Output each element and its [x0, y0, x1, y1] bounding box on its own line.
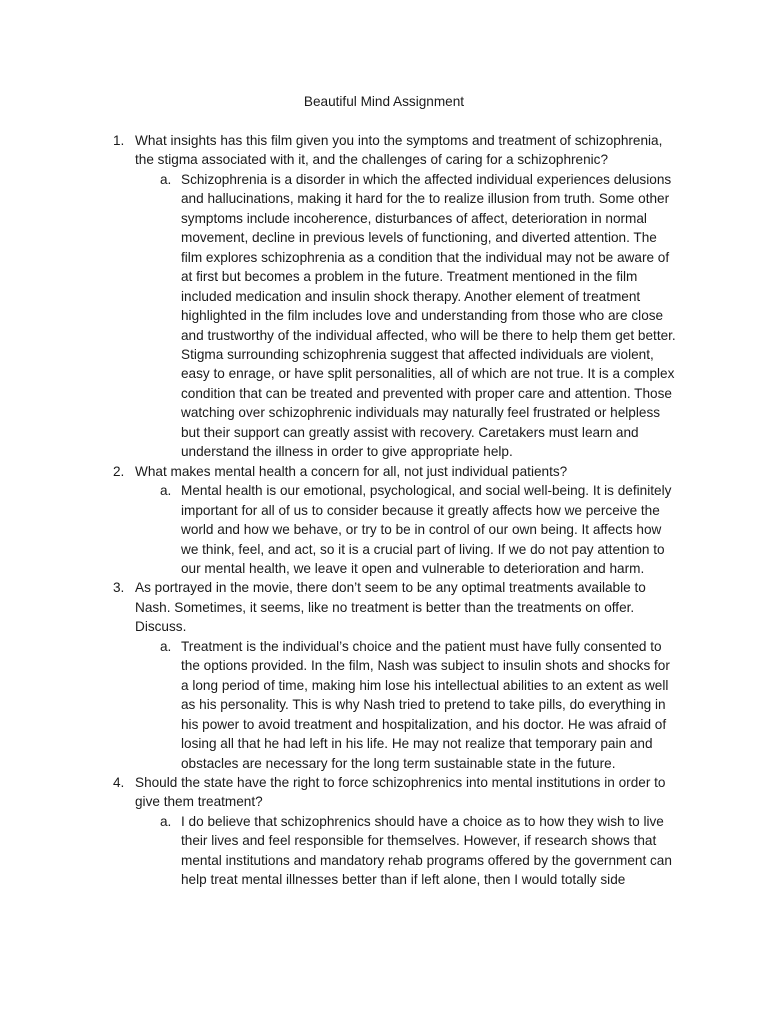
answer-marker: a.	[160, 638, 172, 654]
question-item	[0, 131, 681, 462]
question-text: As portrayed in the movie, there don’t seem to be any optimal treatments available to Nash. Sometimes, it seems, like no treatment is better than the treatments on offer. Discuss.	[135, 580, 646, 635]
question-item	[0, 462, 681, 579]
answer-marker: a.	[160, 813, 172, 829]
question-item	[0, 773, 681, 890]
answer-text: Schizophrenia is a disorder in which the affected individual experiences delusions and hallucinations, making it hard for the to realize illusion from truth. Some other symptoms include incoherence, disturbances of affect, deterioration in normal movement, decline in previous levels of functioning, and diverted attention. The film explores schizophrenia as a condition that the individual may not be aware of at first but becomes a problem in the future. Treatment mentioned in the film included medication and insulin shock therapy. Another element of treatment highlighted in the film includes love and understanding from those who are close and trustworthy of the individual affected, who will be there to help them get better. Stigma surrounding schizophrenia suggest that affected individuals are violent, easy to enrage, or have split personalities, all of which are not true. It is a complex condition that can be treated and prevented with proper care and attention. Those watching over schizophrenic individuals may naturally feel frustrated or helpless but their support can greatly assist with recovery. Caretakers must learn and understand the illness in order to give appropriate help.	[181, 171, 676, 460]
question-number: 3.	[113, 580, 125, 596]
answer-text: I do believe that schizophrenics should have a choice as to how they wish to live their lives and feel responsible for themselves. However, if research shows that mental institutions and mandatory rehab programs offered by the government can help treat mental illnesses better than if left alone, then I would totally side	[181, 813, 672, 888]
document-title: Beautiful Mind Assignment	[303, 94, 465, 109]
question-text: Should the state have the right to force schizophrenics into mental institutions in order to give them treatment?	[135, 774, 666, 810]
answer-text: Mental health is our emotional, psychological, and social well-being. It is definitely important for all of us to consider because it greatly affects how we perceive the world and how we behave, or try to be in control of our own being. It affects how we think, feel, and act, so it is a crucial part of living. If we do not pay attention to our mental health, we leave it open and vulnerable to deterioration and harm.	[181, 483, 672, 576]
answer-marker: a.	[160, 483, 172, 499]
question-number: 4.	[113, 774, 125, 790]
question-number: 1.	[113, 133, 125, 148]
question-text: What insights has this film given you into the symptoms and treatment of schizophrenia, the stigma associated with it, and the challenges of caring for a schizophrenic?	[135, 133, 663, 168]
question-item	[0, 578, 681, 773]
answer-item	[0, 637, 681, 773]
answer-text: Treatment is the individual’s choice and the patient must have fully consented to the options provided. In the film, Nash was subject to insulin shots and shocks for a long period of time, making him lose his intellectual abilities to an extent as well as his personality. This is why Nash tried to pretend to take pills, do everything in his power to avoid treatment and hospitalization, and his doctor. He was afraid of losing all that he had left in his life. He may not realize that temporary pain and obstacles are necessary for the long term sustainable state in the future.	[181, 638, 670, 771]
question-list	[0, 131, 681, 890]
answer-marker: a.	[160, 171, 172, 187]
answer-item	[0, 170, 681, 462]
question-text: What makes mental health a concern for all, not just individual patients?	[135, 463, 568, 479]
answer-item	[0, 481, 681, 578]
answer-item	[0, 812, 681, 890]
question-number: 2.	[113, 463, 125, 479]
